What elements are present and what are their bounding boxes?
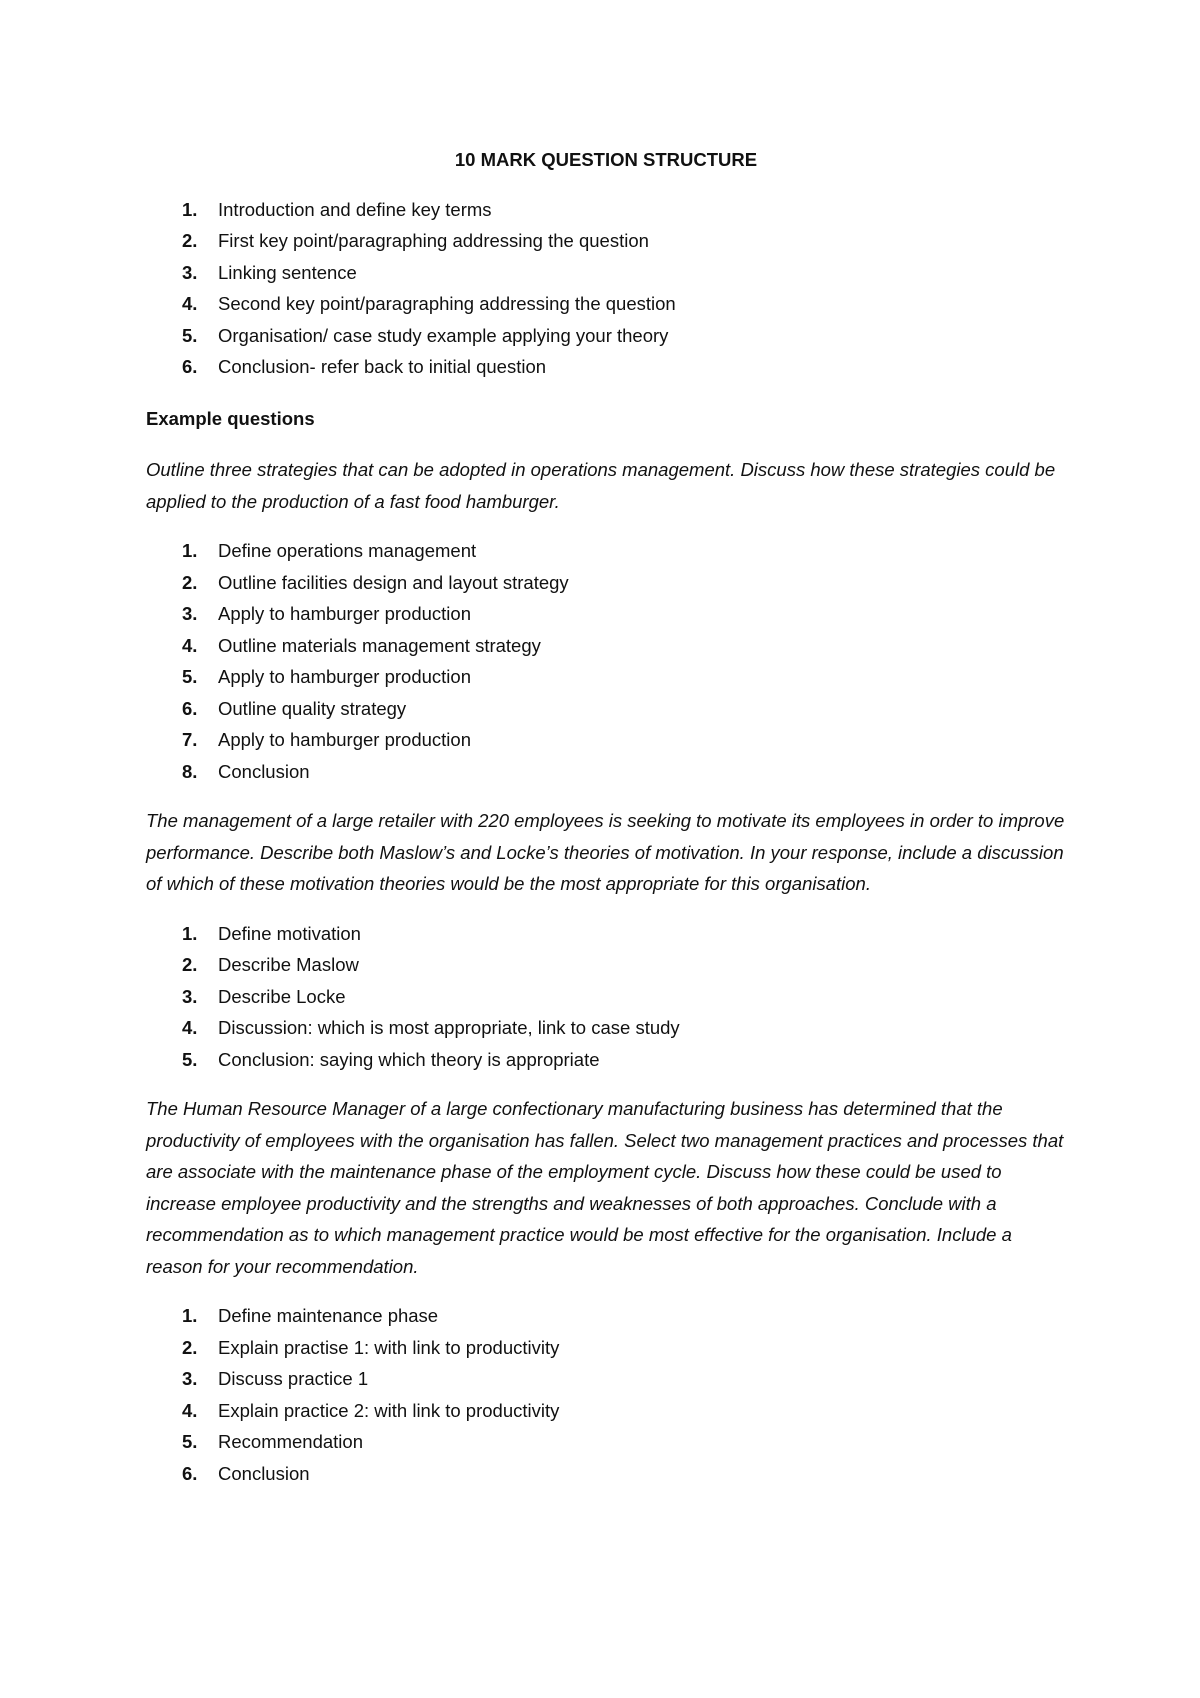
list-item (146, 225, 1066, 257)
example-questions-heading: Example questions (146, 407, 315, 429)
list-item (146, 693, 1066, 725)
list-number: 6. (182, 356, 198, 377)
list-number: 3. (182, 261, 198, 283)
list-text: First key point/paragraphing addressing the question (218, 230, 649, 251)
list-number: 8. (182, 760, 198, 782)
list-item (146, 567, 1066, 599)
list-number: 1. (182, 540, 198, 561)
list-number: 4. (182, 293, 198, 314)
list-text: Recommendation (218, 1431, 363, 1452)
list-item (146, 194, 1066, 226)
list-number: 3. (182, 1368, 198, 1389)
list-text: Conclusion: saying which theory is appropriate (218, 1048, 600, 1070)
list-number: 1. (182, 922, 198, 944)
answer-steps-3 (146, 1300, 1066, 1489)
list-text: Describe Locke (218, 985, 346, 1007)
list-text: Discussion: which is most appropriate, link to case study (218, 1017, 680, 1038)
list-item (146, 598, 1066, 630)
question-prompt-3: The Human Resource Manager of a large confectionary manufacturing business has determined that the productivity of employees with the organisation has fallen. Select two management practices and processes that are associate with the maintenance phase of the employment cycle. Discuss how these could be used to increase employee productivity and the strengths and weaknesses of both approaches. Conclude with a recommendation as to which management practice would be most effective for the organisation. Include a reason for your recommendation. (146, 1098, 1064, 1277)
document-content (146, 144, 1066, 1489)
answer-steps-2 (146, 918, 1066, 1076)
list-text: Conclusion (218, 760, 310, 782)
question-prompt-2: The management of a large retailer with 220 employees is seeking to motivate its employees in order to improve performance. Describe both Maslow’s and Locke’s theories of motivation. In your response, include a discussion of which of these motivation theories would be the most appropriate for this organisation. (146, 810, 1065, 894)
list-item (146, 1044, 1066, 1076)
list-number: 6. (182, 1462, 198, 1484)
list-number: 5. (182, 1048, 198, 1070)
list-text: Outline materials management strategy (218, 634, 541, 656)
list-text: Discuss practice 1 (218, 1368, 369, 1389)
list-item (146, 918, 1066, 950)
list-number: 5. (182, 666, 198, 687)
list-item (146, 288, 1066, 320)
list-item (146, 1300, 1066, 1332)
list-text: Apply to hamburger production (218, 666, 471, 687)
list-number: 3. (182, 603, 198, 624)
list-number: 3. (182, 985, 198, 1007)
question-prompt-1: Outline three strategies that can be adopted in operations management. Discuss how these strategies could be applied to the production of a fast food hamburger. (146, 459, 1056, 512)
list-item (146, 1395, 1066, 1427)
list-number: 1. (182, 1305, 198, 1326)
list-number: 4. (182, 634, 198, 656)
list-text: Outline quality strategy (218, 697, 407, 719)
list-item (146, 1012, 1066, 1044)
list-text: Organisation/ case study example applying your theory (218, 324, 669, 346)
list-item (146, 756, 1066, 788)
list-text: Apply to hamburger production (218, 729, 471, 750)
list-number: 2. (182, 954, 198, 975)
list-number: 1. (182, 198, 198, 220)
answer-steps-1 (146, 535, 1066, 787)
list-number: 5. (182, 324, 198, 346)
list-item (146, 351, 1066, 383)
list-number: 2. (182, 571, 198, 593)
list-number: 6. (182, 697, 198, 719)
spacer (146, 1075, 1066, 1093)
list-item (146, 1458, 1066, 1490)
list-item (146, 1426, 1066, 1458)
list-text: Explain practise 1: with link to productivity (218, 1336, 560, 1358)
list-text: Outline facilities design and layout strategy (218, 571, 569, 593)
list-item (146, 949, 1066, 981)
list-item (146, 981, 1066, 1013)
list-text: Conclusion (218, 1462, 310, 1484)
list-item (146, 535, 1066, 567)
list-number: 2. (182, 1336, 198, 1358)
list-text: Linking sentence (218, 261, 357, 283)
list-text: Define motivation (218, 922, 361, 944)
list-text: Second key point/paragraphing addressing the question (218, 293, 676, 314)
list-number: 4. (182, 1399, 198, 1421)
list-text: Conclusion- refer back to initial question (218, 356, 547, 377)
list-number: 2. (182, 230, 198, 251)
structure-list (146, 194, 1066, 383)
list-text: Define operations management (218, 540, 477, 561)
list-text: Define maintenance phase (218, 1305, 439, 1326)
list-item (146, 257, 1066, 289)
list-item (146, 724, 1066, 756)
list-text: Explain practice 2: with link to productivity (218, 1399, 560, 1421)
list-item (146, 1363, 1066, 1395)
list-item (146, 320, 1066, 352)
list-item (146, 1332, 1066, 1364)
page-title: 10 MARK QUESTION STRUCTURE (454, 149, 758, 170)
list-number: 4. (182, 1017, 198, 1038)
list-item (146, 661, 1066, 693)
list-item (146, 630, 1066, 662)
list-number: 7. (182, 729, 198, 750)
list-text: Apply to hamburger production (218, 603, 471, 624)
list-number: 5. (182, 1431, 198, 1452)
list-text: Describe Maslow (218, 954, 359, 975)
list-text: Introduction and define key terms (218, 198, 492, 220)
spacer (146, 787, 1066, 805)
